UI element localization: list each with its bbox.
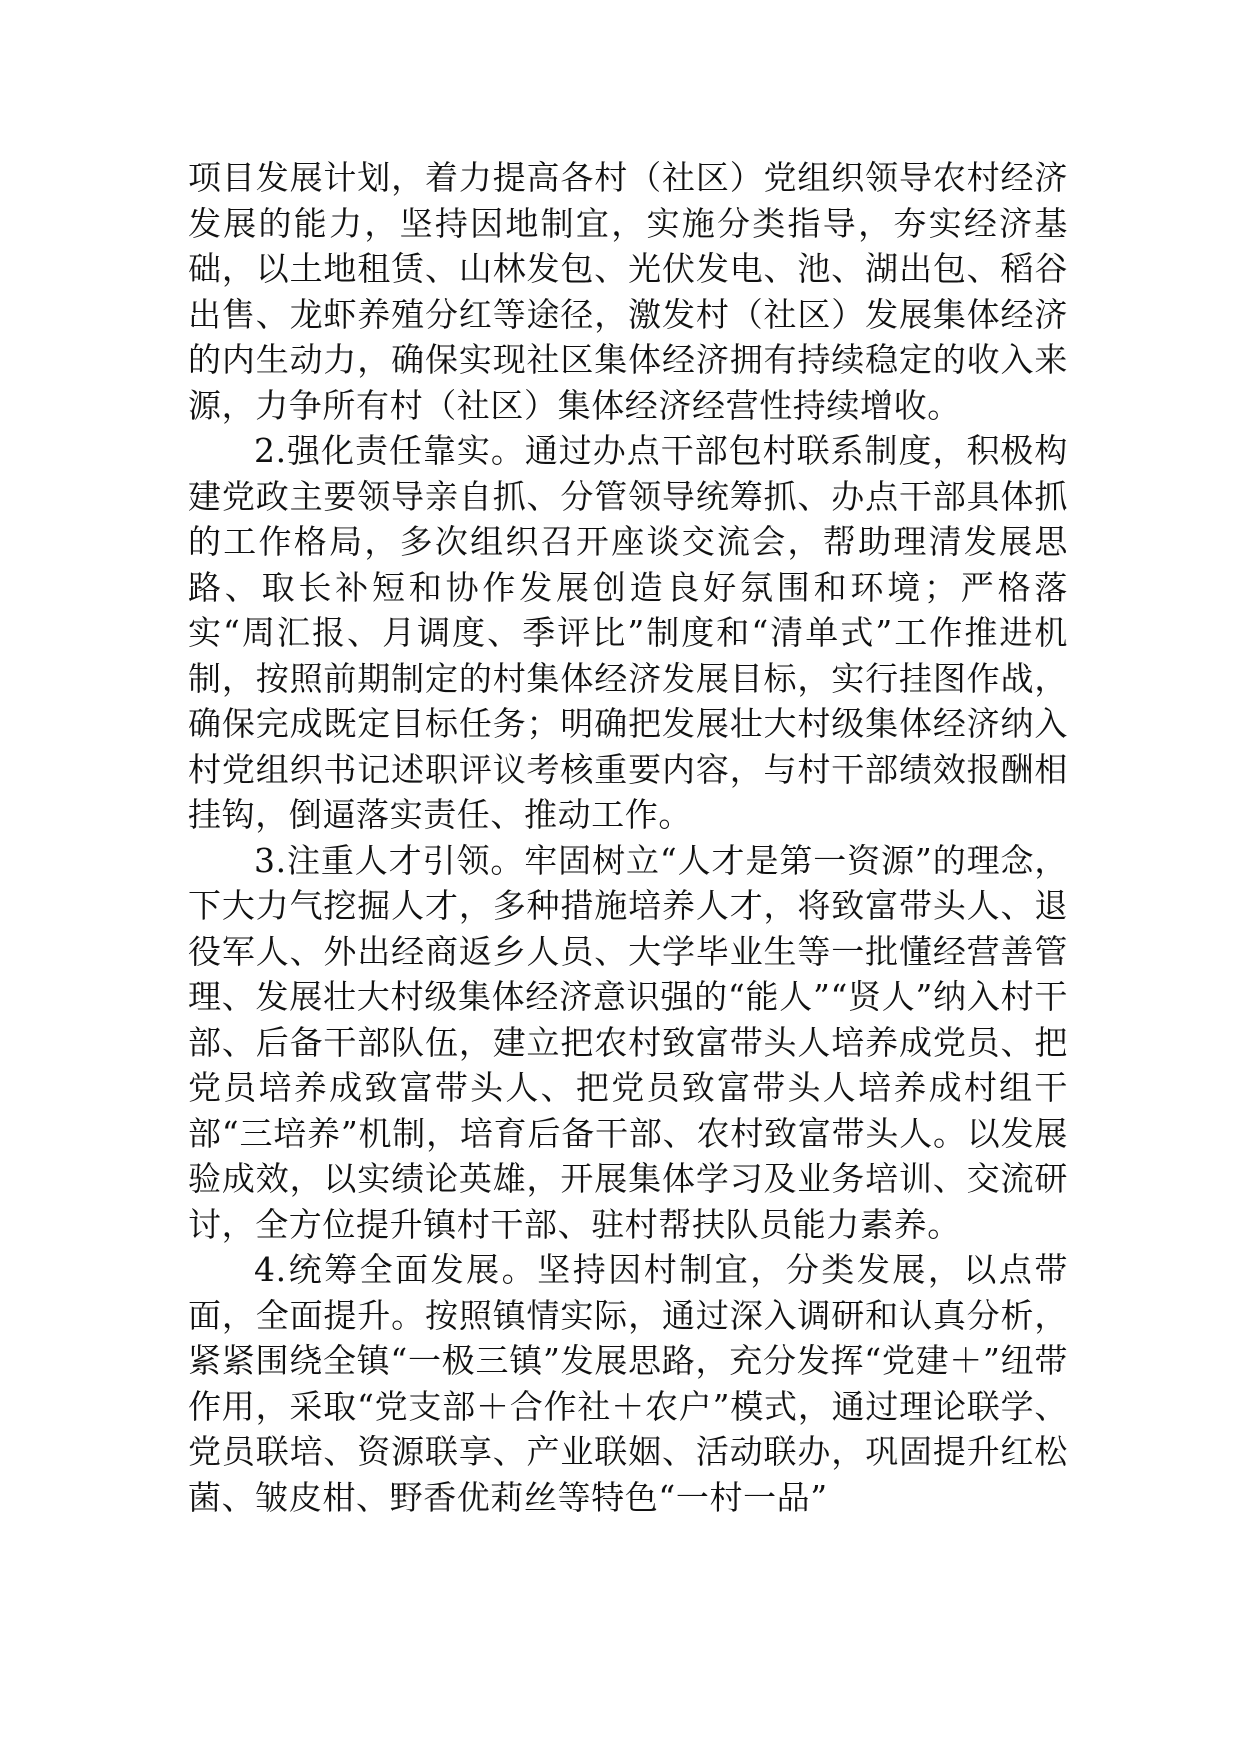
paragraph-development: 4.统筹全面发展。坚持因村制宜，分类发展，以点带面，全面提升。按照镇情实际，通过深入调研和认真分析，紧紧围绕全镇“一极三镇”发展思路，充分发挥“党建＋”纽带作用，采取“党支部＋合作社＋农户”模式，通过理论联学、党员联培、资源联享、产业联姻、活动联办，巩固提升红松菌、皱皮柑、野香优莉丝等特色“一村一品” [188,1250,1068,1517]
paragraph-responsibility: 2.强化责任靠实。通过办点干部包村联系制度，积极构建党政主要领导亲自抓、分管领导统筹抓、办点干部具体抓的工作格局，多次组织召开座谈交流会，帮助理清发展思路、取长补短和协作发展创造良好氛围和环境；严格落实“周汇报、月调度、季评比”制度和“清单式”工作推进机制，按照前期制定的村集体经济发展目标，实行挂图作战，确保完成既定目标任务；明确把发展壮大村级集体经济纳入村党组织书记述职评议考核重要内容，与村干部绩效报酬相挂钩，倒逼落实责任、推动工作。 [188,431,1068,834]
paragraph-intro: 项目发展计划，着力提高各村（社区）党组织领导农村经济发展的能力，坚持因地制宜，实施分类指导，夯实经济基础，以土地租赁、山林发包、光伏发电、池、湖出包、稻谷出售、龙虾养殖分红等途径，激发村（社区）发展集体经济的内生动力，确保实现社区集体经济拥有持续稳定的收入来源，力争所有村（社区）集体经济经营性持续增收。 [188,158,1068,425]
paragraph-talent: 3.注重人才引领。牢固树立“人才是第一资源”的理念，下大力气挖掘人才，多种措施培养人才，将致富带头人、退役军人、外出经商返乡人员、大学毕业生等一批懂经营善管理、发展壮大村级集体经济意识强的“能人”“贤人”纳入村干部、后备干部队伍，建立把农村致富带头人培养成党员、把党员培养成致富带头人、把党员致富带头人培养成村组干部“三培养”机制，培育后备干部、农村致富带头人。以发展验成效，以实绩论英雄，开展集体学习及业务培训、交流研讨，全方位提升镇村干部、驻村帮扶队员能力素养。 [188,840,1068,1244]
document-page [188,155,1068,1520]
